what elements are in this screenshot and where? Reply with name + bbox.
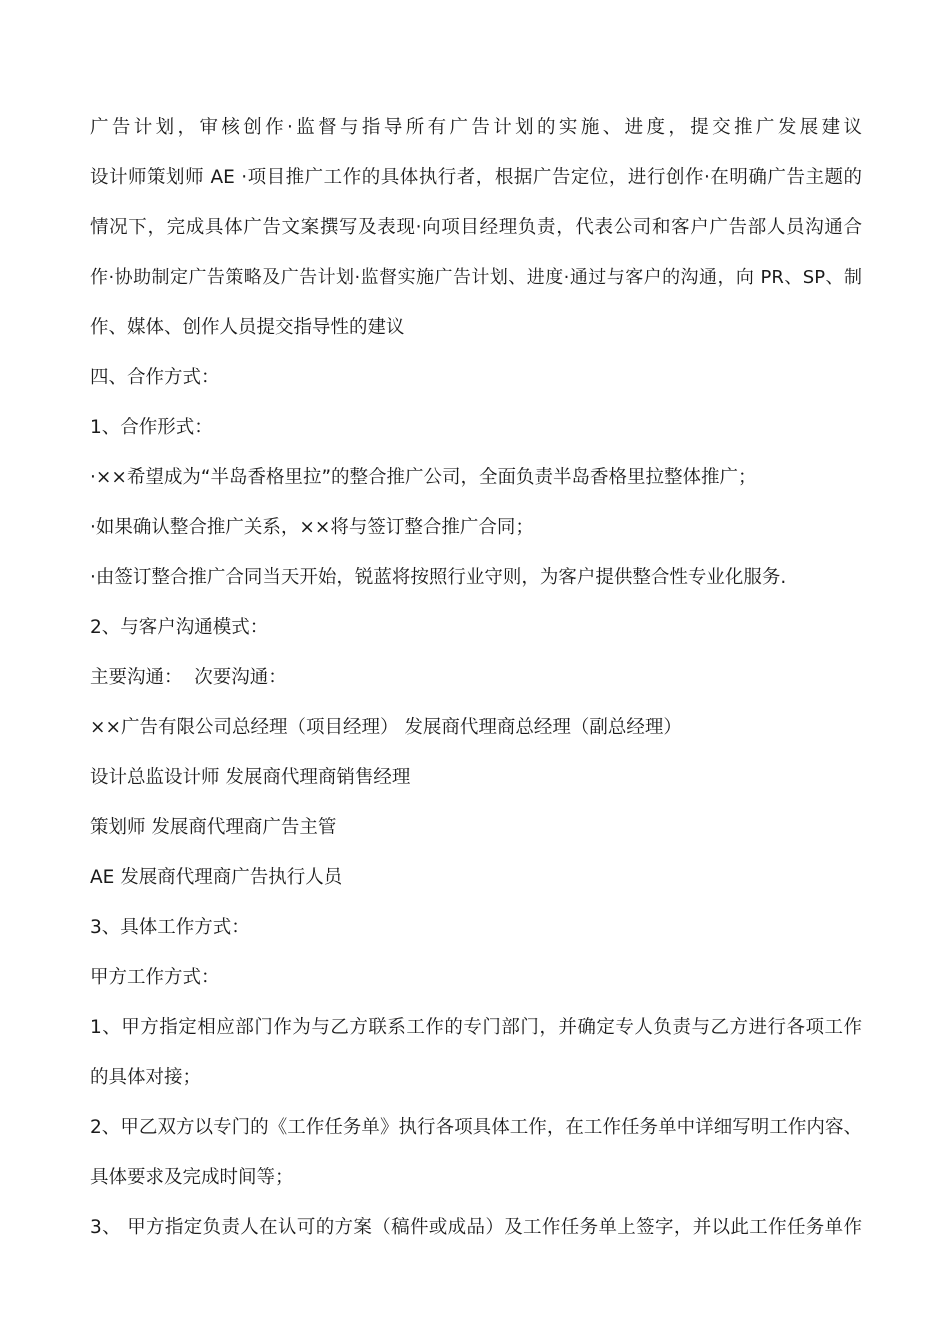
text-line: 的具体对接； (90, 1067, 202, 1088)
bullet-item: ·由签订整合推广合同当天开始，锐蓝将按照行业守则，为客户提供整合性专业化服务. (90, 567, 787, 588)
text-line: 作、媒体、创作人员提交指导性的建议 (90, 317, 405, 338)
text-line: 3、 甲方指定负责人在认可的方案（稿件或成品）及工作任务单上签字，并以此工作任务单作 (90, 1217, 862, 1238)
text-line: 策划师 发展商代理商广告主管 (90, 817, 337, 838)
text-line: 设计师策划师 AE ·项目推广工作的具体执行者，根据广告定位，进行创作·在明确广告主题的 (90, 167, 862, 188)
text-line: ××广告有限公司总经理（项目经理） 发展商代理商总经理（副总经理） (90, 717, 682, 738)
text-line: 作·协助制定广告策略及广告计划·监督实施广告计划、进度·通过与客户的沟通，向 PR、SP、制 (90, 267, 862, 288)
bullet-item: ·如果确认整合推广关系，××将与签订整合推广合同； (90, 517, 534, 538)
text-line: 主要沟通： 次要沟通： (90, 667, 287, 688)
text-line: 甲方工作方式： (90, 967, 220, 988)
bullet-item: ·××希望成为“半岛香格里拉”的整合推广公司，全面负责半岛香格里拉整体推广； (90, 467, 757, 488)
text-line: 具体要求及完成时间等； (90, 1167, 294, 1188)
text-line: 情况下，完成具体广告文案撰写及表现·向项目经理负责，代表公司和客户广告部人员沟通合 (90, 217, 862, 238)
text-line: 1、甲方指定相应部门作为与乙方联系工作的专门部门，并确定专人负责与乙方进行各项工作 (90, 1017, 862, 1038)
subsection-heading: 1、合作形式： (90, 417, 213, 438)
text-line: 设计总监设计师 发展商代理商销售经理 (90, 767, 411, 788)
text-line: 2、甲乙双方以专门的《工作任务单》执行各项具体工作，在工作任务单中详细写明工作内容、 (90, 1117, 862, 1138)
text-line: 广告计划，审核创作·监督与指导所有广告计划的实施、进度，提交推广发展建议 (90, 117, 862, 138)
subsection-heading: 3、具体工作方式： (90, 917, 250, 938)
text-line: AE 发展商代理商广告执行人员 (90, 867, 343, 888)
subsection-heading: 2、与客户沟通模式： (90, 617, 269, 638)
section-heading: 四、合作方式： (90, 367, 220, 388)
